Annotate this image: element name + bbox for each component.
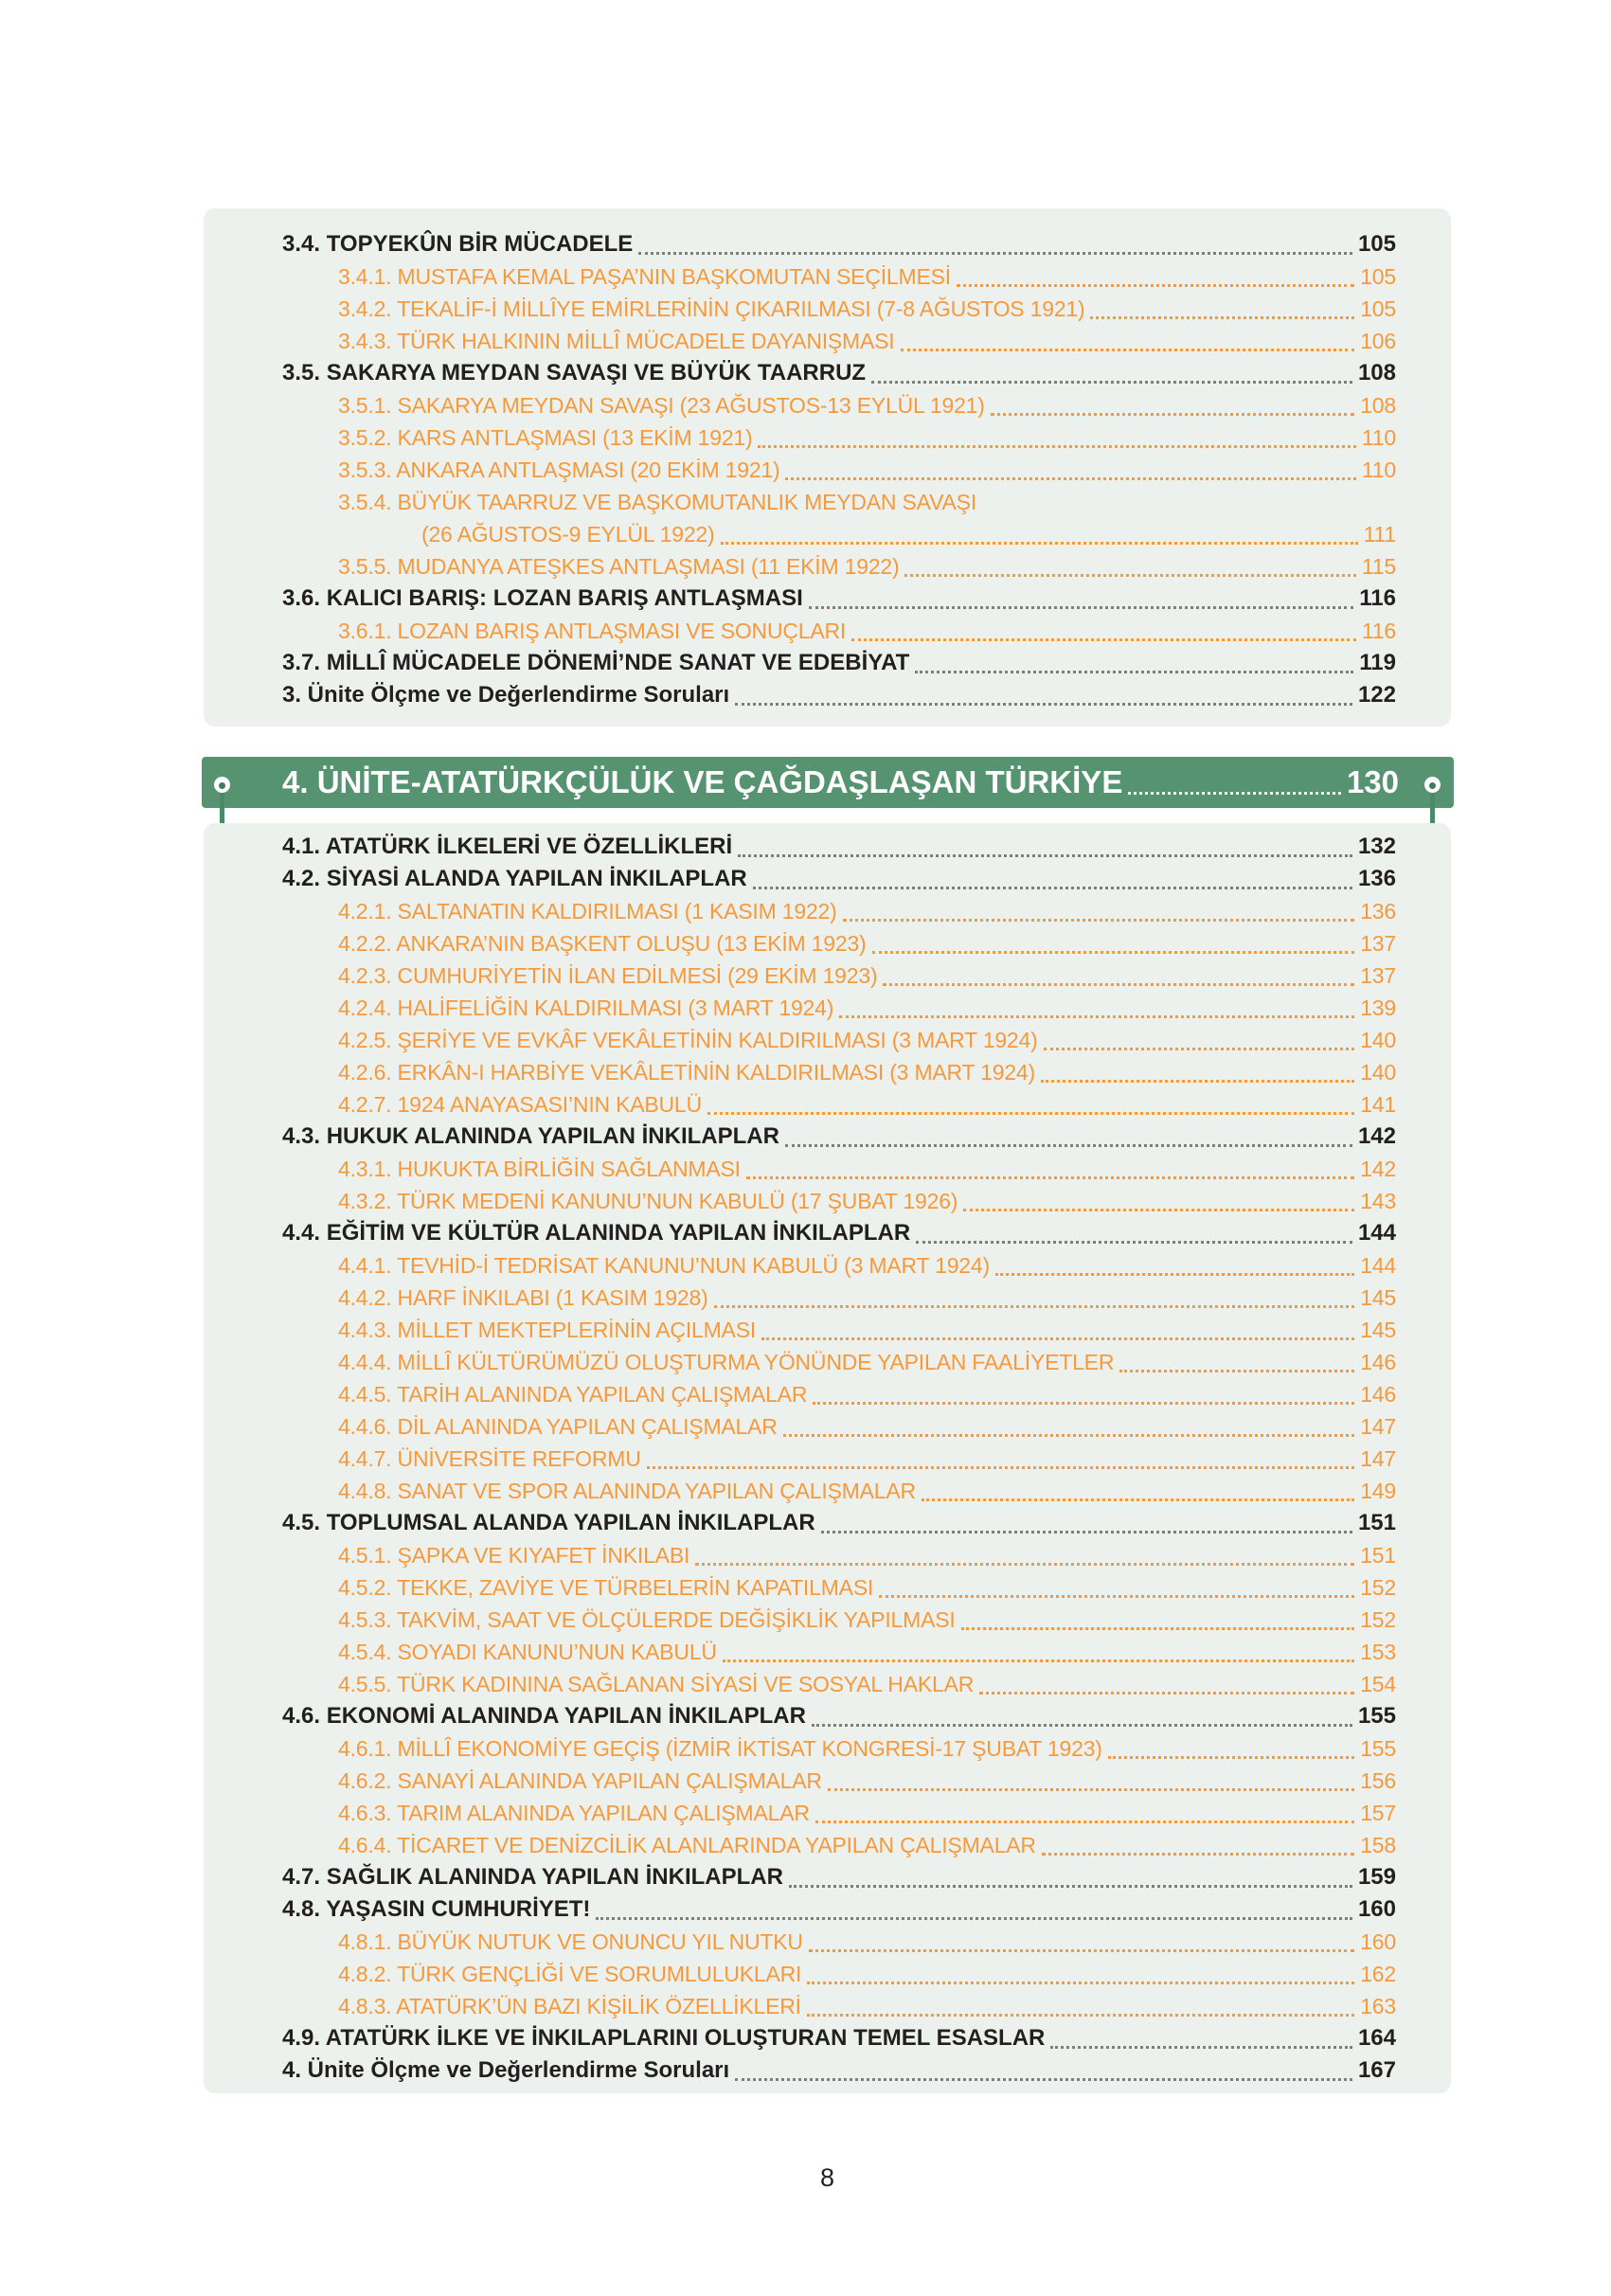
dotted-leader: [851, 615, 1356, 641]
toc-entry-page: 147: [1360, 1446, 1396, 1471]
toc-entry[interactable]: [204, 1765, 1451, 1797]
toc-entry[interactable]: [204, 1539, 1451, 1571]
toc-entry-page: 146: [1360, 1382, 1396, 1407]
toc-entry-page: 162: [1360, 1962, 1396, 1986]
toc-entry-page: 105: [1360, 264, 1396, 289]
toc-entry-label: 4.5.5. TÜRK KADININA SAĞLANAN SİYASİ VE SOSYAL HAKLAR: [338, 1672, 975, 1696]
toc-entry-page: 154: [1360, 1672, 1396, 1696]
toc-entry-label: 4.4.8. SANAT VE SPOR ALANINDA YAPILAN ÇALIŞMALAR: [338, 1479, 916, 1503]
toc-entry[interactable]: [204, 1893, 1451, 1926]
toc-entry[interactable]: [204, 927, 1451, 960]
toc-entry-label: 4.4.3. MİLLET MEKTEPLERİNİN AÇILMASI: [338, 1318, 757, 1342]
toc-entry-page: 106: [1360, 329, 1396, 353]
toc-entry-page: 151: [1360, 1543, 1396, 1568]
dotted-leader: [753, 863, 1352, 889]
toc-entry[interactable]: [204, 260, 1451, 293]
toc-entry-label: 3.6.1. LOZAN BARIŞ ANTLAŞMASI VE SONUÇLARI: [338, 619, 847, 643]
dotted-leader: [1044, 1024, 1355, 1050]
toc-entry[interactable]: [204, 895, 1451, 927]
dotted-leader: [647, 1443, 1355, 1469]
dotted-leader: [922, 1475, 1354, 1501]
dotted-leader: [995, 1249, 1354, 1276]
dotted-leader: [807, 1958, 1354, 1984]
dotted-leader: [1041, 1056, 1354, 1083]
toc-entry-label: 4.5. TOPLUMSAL ALANDA YAPILAN İNKILAPLAR: [282, 1510, 815, 1535]
dotted-leader: [813, 1378, 1354, 1405]
toc-entry[interactable]: [204, 1668, 1451, 1700]
toc-entry-page: 152: [1360, 1575, 1396, 1600]
dotted-leader: [807, 1990, 1354, 2017]
toc-entry-label: 4.5.3. TAKVİM, SAAT VE ÖLÇÜLERDE DEĞİŞİKLİK YAPILMASI: [338, 1607, 956, 1632]
dotted-leader: [738, 831, 1352, 857]
page-number: 8: [819, 2163, 835, 2192]
toc-entry[interactable]: [204, 1958, 1451, 1990]
toc-entry-page: 105: [1360, 296, 1396, 321]
toc-entry[interactable]: [204, 679, 1451, 711]
toc-entry[interactable]: [204, 960, 1451, 992]
toc-entry-page: 136: [1357, 866, 1396, 891]
toc-entry-page: 160: [1357, 1896, 1396, 1922]
toc-entry[interactable]: [204, 831, 1451, 863]
toc-entry[interactable]: [204, 615, 1451, 647]
dotted-leader: [746, 1153, 1354, 1179]
toc-entry-label: 4.9. ATATÜRK İLKE VE İNKILAPLARINI OLUŞTURAN TEMEL ESASLAR: [282, 2025, 1046, 2051]
dotted-leader: [1119, 1346, 1354, 1372]
toc-entry-label: 4.4. EĞİTİM VE KÜLTÜR ALANINDA YAPILAN İNKILAPLAR: [282, 1220, 911, 1246]
toc-entry[interactable]: [204, 1282, 1451, 1314]
toc-entry-page: 110: [1361, 457, 1396, 482]
toc-entry-label: 4.4.5. TARİH ALANINDA YAPILAN ÇALIŞMALAR: [338, 1382, 808, 1407]
toc-entry[interactable]: [204, 1378, 1451, 1410]
toc-entry[interactable]: [204, 2022, 1451, 2054]
toc-entry-page: 167: [1357, 2057, 1396, 2083]
dotted-leader: [879, 1571, 1354, 1598]
toc-entry-label: 3.5.3. ANKARA ANTLAŞMASI (20 EKİM 1921): [338, 457, 780, 482]
toc-entry-page: 158: [1360, 1833, 1396, 1857]
toc-entry[interactable]: [204, 422, 1451, 454]
toc-entry[interactable]: [204, 293, 1451, 325]
toc-entry[interactable]: [204, 518, 1451, 550]
dotted-leader: [839, 992, 1354, 1018]
toc-entry-page: 142: [1357, 1123, 1396, 1149]
toc-entry-label: 4.3.2. TÜRK MEDENİ KANUNU’NUN KABULÜ (17 ŞUBAT 1926): [338, 1189, 958, 1213]
toc-entry-label: 3.4. TOPYEKÛN BİR MÜCADELE: [282, 231, 634, 257]
toc-entry[interactable]: [204, 1024, 1451, 1056]
toc-entry-label: (26 AĞUSTOS-9 EYLÜL 1922): [421, 522, 715, 547]
toc-entry-label: 3.4.3. TÜRK HALKININ MİLLÎ MÜCADELE DAYANIŞMASI: [338, 329, 895, 353]
toc-entry[interactable]: [204, 1056, 1451, 1088]
toc-entry-label: 4.2.1. SALTANATIN KALDIRILMASI (1 KASIM 1922): [338, 899, 837, 924]
dotted-leader: [979, 1668, 1354, 1695]
dotted-leader: [783, 1410, 1355, 1437]
toc-entry[interactable]: [204, 1346, 1451, 1378]
toc-entry-page: 160: [1360, 1929, 1396, 1954]
toc-entry-page: 116: [1359, 585, 1396, 611]
dotted-leader: [761, 1314, 1354, 1340]
dotted-leader: [815, 1797, 1354, 1823]
dotted-leader: [916, 1217, 1352, 1244]
toc-entry[interactable]: [204, 1604, 1451, 1636]
toc-entry-label: 4.3.1. HUKUKTA BİRLİĞİN SAĞLANMASI: [338, 1157, 741, 1181]
toc-entry[interactable]: [204, 1153, 1451, 1185]
toc-entry[interactable]: [204, 550, 1451, 583]
dotted-leader: [721, 518, 1358, 545]
toc-entry[interactable]: [204, 1829, 1451, 1861]
toc-entry[interactable]: [204, 1217, 1451, 1249]
toc-entry[interactable]: [204, 486, 1451, 518]
dotted-leader: [1090, 293, 1354, 319]
toc-entry[interactable]: [204, 863, 1451, 895]
toc-entry-page: 110: [1361, 425, 1396, 450]
toc-entry-page: 137: [1360, 931, 1396, 956]
unit4-banner-entry[interactable]: [202, 757, 1454, 808]
toc-entry-page: 163: [1360, 1994, 1396, 2018]
toc-entry-page: 137: [1360, 963, 1396, 988]
dotted-leader: [828, 1765, 1354, 1791]
toc-entry-label: 4.2.2. ANKARA’NIN BAŞKENT OLUŞU (13 EKİM 1923): [338, 931, 867, 956]
toc-entry-label: 4.6.2. SANAYİ ALANINDA YAPILAN ÇALIŞMALAR: [338, 1768, 822, 1793]
toc-entry[interactable]: [204, 1797, 1451, 1829]
toc-entry-page: 144: [1360, 1253, 1396, 1278]
dotted-leader: [1042, 1829, 1354, 1856]
toc-entry-page: 149: [1360, 1479, 1396, 1503]
toc-entry[interactable]: [204, 1443, 1451, 1475]
dotted-leader: [785, 1121, 1352, 1147]
toc-entry-page: 140: [1360, 1060, 1396, 1085]
toc-entry-label: 3. Ünite Ölçme ve Değerlendirme Soruları: [282, 682, 730, 708]
toc-entry-label: 4.5.4. SOYADI KANUNU’NUN KABULÜ: [338, 1640, 717, 1664]
toc-entry-page: 151: [1357, 1510, 1396, 1535]
toc-entry-label: 4.5.2. TEKKE, ZAVİYE VE TÜRBELERİN KAPATILMASI: [338, 1575, 874, 1600]
toc-entry-label: 3.5.5. MUDANYA ATEŞKES ANTLAŞMASI (11 EKİM 1922): [338, 554, 900, 579]
toc-entry-page: 139: [1360, 996, 1396, 1020]
toc-entry-page: 119: [1359, 650, 1396, 675]
toc-entry[interactable]: [204, 325, 1451, 357]
toc-entry-page: 143: [1360, 1189, 1396, 1213]
toc-entry[interactable]: [204, 357, 1451, 389]
dotted-leader: [735, 2054, 1352, 2081]
toc-entry[interactable]: [204, 1088, 1451, 1121]
toc-entry-label: 4.6.3. TARIM ALANINDA YAPILAN ÇALIŞMALAR: [338, 1801, 810, 1825]
toc-entry-page: 147: [1360, 1414, 1396, 1439]
toc-entry-label: 4.4.4. MİLLÎ KÜLTÜRÜMÜZÜ OLUŞTURMA YÖNÜNDE YAPILAN FAALİYETLER: [338, 1350, 1115, 1374]
toc-entry-label: 4.8. YAŞASIN CUMHURİYET!: [282, 1896, 591, 1922]
dotted-leader: [707, 1088, 1354, 1115]
toc-entry[interactable]: [204, 1571, 1451, 1604]
pin-head-dot: [1429, 782, 1436, 789]
toc-entry-label: 4.7. SAĞLIK ALANINDA YAPILAN İNKILAPLAR: [282, 1864, 783, 1890]
toc-entry[interactable]: [204, 1475, 1451, 1507]
toc-entry-page: 132: [1357, 834, 1396, 859]
dotted-leader: [596, 1893, 1352, 1920]
toc-entry-label: 3.4.1. MUSTAFA KEMAL PAŞA’NIN BAŞKOMUTAN SEÇİLMESİ: [338, 264, 951, 289]
toc-entry-label: 4.4.6. DİL ALANINDA YAPILAN ÇALIŞMALAR: [338, 1414, 778, 1439]
toc-entry-label: 4.3. HUKUK ALANINDA YAPILAN İNKILAPLAR: [282, 1123, 779, 1149]
toc-entry[interactable]: [204, 1121, 1451, 1153]
toc-entry-label: 4.2.7. 1924 ANAYASASI’NIN KABULÜ: [338, 1092, 702, 1117]
dotted-leader: [758, 422, 1355, 448]
toc-entry[interactable]: [204, 1700, 1451, 1732]
toc-entry-label: 4.8.3. ATATÜRK’ÜN BAZI KİŞİLİK ÖZELLİKLERİ: [338, 1994, 801, 2018]
toc-entry[interactable]: [204, 228, 1451, 260]
toc-entry-page: 136: [1360, 899, 1396, 924]
dotted-leader: [809, 583, 1353, 609]
dotted-leader: [883, 960, 1354, 986]
toc-entry-label: 4.6. EKONOMİ ALANINDA YAPILAN İNKILAPLAR: [282, 1703, 806, 1729]
dotted-leader: [963, 1185, 1354, 1211]
dotted-leader: [904, 550, 1355, 577]
toc-entry[interactable]: [204, 1926, 1451, 1958]
unit4-toc-box: [204, 823, 1451, 2093]
toc-entry-label: 4.6.4. TİCARET VE DENİZCİLİK ALANLARINDA YAPILAN ÇALIŞMALAR: [338, 1833, 1036, 1857]
dotted-leader: [723, 1636, 1354, 1662]
toc-entry-page: 156: [1360, 1768, 1396, 1793]
toc-entry-page: 159: [1357, 1864, 1396, 1890]
toc-entry[interactable]: [204, 1990, 1451, 2022]
toc-entry-label: 4. Ünite Ölçme ve Değerlendirme Soruları: [282, 2057, 730, 2083]
dotted-leader: [735, 679, 1352, 706]
toc-entry-page: 152: [1360, 1607, 1396, 1632]
toc-entry-label: 4.2.6. ERKÂN-I HARBİYE VEKÂLETİNİN KALDIRILMASI (3 MART 1924): [338, 1060, 1035, 1085]
toc-entry[interactable]: [204, 1249, 1451, 1282]
toc-entry[interactable]: [204, 389, 1451, 422]
toc-entry[interactable]: [204, 1507, 1451, 1539]
toc-entry[interactable]: [204, 2054, 1451, 2087]
toc-entry-label: 3.7. MİLLÎ MÜCADELE DÖNEMİ’NDE SANAT VE EDEBİYAT: [282, 650, 910, 675]
toc-entry-page: 111: [1363, 522, 1396, 547]
unit4-banner-title: 4. ÜNİTE-ATATÜRKÇÜLÜK VE ÇAĞDAŞLAŞAN TÜRKİYE: [282, 764, 1123, 799]
dotted-leader: [961, 1604, 1355, 1630]
toc-entry[interactable]: [204, 1314, 1451, 1346]
toc-entry-page: 105: [1357, 231, 1396, 257]
dotted-leader: [957, 260, 1354, 287]
dotted-leader: [991, 389, 1354, 416]
dotted-leader: [843, 895, 1355, 922]
toc-entry-page: 155: [1357, 1703, 1396, 1729]
dotted-leader: [1128, 757, 1341, 795]
dotted-leader: [695, 1539, 1354, 1566]
toc-entry-label: 3.5. SAKARYA MEYDAN SAVAŞI VE BÜYÜK TAARRUZ: [282, 360, 867, 386]
toc-entry-page: 142: [1360, 1157, 1396, 1181]
toc-entry-label: 4.5.1. ŞAPKA VE KIYAFET İNKILABI: [338, 1543, 690, 1568]
toc-entry[interactable]: [204, 992, 1451, 1024]
toc-entry[interactable]: [204, 454, 1451, 486]
toc-entry-label: 4.2. SİYASİ ALANDA YAPILAN İNKILAPLAR: [282, 866, 747, 891]
dotted-leader: [638, 228, 1352, 255]
toc-entry-label: 4.8.1. BÜYÜK NUTUK VE ONUNCU YIL NUTKU: [338, 1929, 803, 1954]
toc-entry[interactable]: [204, 1185, 1451, 1217]
dotted-leader: [1050, 2022, 1352, 2049]
toc-entry-page: 157: [1360, 1801, 1396, 1825]
toc-entry-label: 4.4.7. ÜNİVERSİTE REFORMU: [338, 1446, 641, 1471]
unit4-banner-page: 130: [1346, 764, 1399, 799]
dotted-leader: [789, 1861, 1352, 1888]
toc-entry-page: 145: [1360, 1318, 1396, 1342]
toc-entry-page: 115: [1361, 554, 1396, 579]
dotted-leader: [901, 325, 1355, 351]
dotted-leader: [872, 927, 1355, 954]
toc-entry-page: 116: [1361, 619, 1396, 643]
toc-entry-page: 122: [1357, 682, 1396, 708]
dotted-leader: [809, 1926, 1354, 1952]
toc-entry-label: 4.2.3. CUMHURİYETİN İLAN EDİLMESİ (29 EKİM 1923): [338, 963, 878, 988]
toc-entry-page: 108: [1357, 360, 1396, 386]
dotted-leader: [1108, 1732, 1354, 1759]
toc-entry-label: 4.4.2. HARF İNKILABI (1 KASIM 1928): [338, 1285, 708, 1310]
pin-head-dot: [219, 782, 225, 789]
toc-entry-page: 108: [1360, 393, 1396, 418]
dotted-leader: [915, 647, 1353, 673]
toc-entry[interactable]: [204, 1636, 1451, 1668]
toc-entry-label: 4.8.2. TÜRK GENÇLİĞİ VE SORUMLULUKLARI: [338, 1962, 802, 1986]
unit3-toc-box: [204, 208, 1451, 726]
toc-entry[interactable]: [204, 1410, 1451, 1443]
toc-entry-page: 144: [1357, 1220, 1396, 1246]
toc-entry-page: 153: [1360, 1640, 1396, 1664]
toc-entry-label: 4.4.1. TEVHİD-İ TEDRİSAT KANUNU’NUN KABULÜ (3 MART 1924): [338, 1253, 990, 1278]
toc-entry-page: 146: [1360, 1350, 1396, 1374]
toc-entry-label: 4.6.1. MİLLÎ EKONOMİYE GEÇİŞ (İZMİR İKTİSAT KONGRESİ-17 ŞUBAT 1923): [338, 1736, 1102, 1761]
dotted-leader: [714, 1282, 1355, 1308]
toc-entry-label: 3.5.1. SAKARYA MEYDAN SAVAŞI (23 AĞUSTOS-13 EYLÜL 1921): [338, 393, 985, 418]
toc-entry-label: 4.1. ATATÜRK İLKELERİ VE ÖZELLİKLERİ: [282, 834, 733, 859]
toc-entry-label: 4.2.5. ŞERİYE VE EVKÂF VEKÂLETİNİN KALDIRILMASI (3 MART 1924): [338, 1028, 1038, 1052]
toc-entry[interactable]: [204, 1861, 1451, 1893]
dotted-leader: [785, 454, 1355, 480]
dotted-leader: [871, 357, 1352, 384]
toc-entry-label: 3.5.2. KARS ANTLAŞMASI (13 EKİM 1921): [338, 425, 753, 450]
toc-entry-label: 3.6. KALICI BARIŞ: LOZAN BARIŞ ANTLAŞMASI: [282, 585, 803, 611]
dotted-leader: [821, 1507, 1352, 1534]
toc-entry-page: 141: [1360, 1092, 1396, 1117]
toc-entry[interactable]: [204, 583, 1451, 615]
toc-entry-page: 145: [1360, 1285, 1396, 1310]
toc-entry-page: 140: [1360, 1028, 1396, 1052]
dotted-leader: [812, 1700, 1352, 1727]
toc-entry[interactable]: [204, 647, 1451, 679]
toc-entry-label: 4.2.4. HALİFELİĞİN KALDIRILMASI (3 MART 1924): [338, 996, 834, 1020]
toc-entry-label: 3.4.2. TEKALİF-İ MİLLÎYE EMİRLERİNİN ÇIKARILMASI (7-8 AĞUSTOS 1921): [338, 296, 1085, 321]
toc-entry[interactable]: [204, 1732, 1451, 1765]
toc-entry-page: 164: [1357, 2025, 1396, 2051]
toc-entry-label: 3.5.4. BÜYÜK TAARRUZ VE BAŞKOMUTANLIK MEYDAN SAVAŞI: [338, 490, 977, 514]
toc-entry-page: 155: [1360, 1736, 1396, 1761]
